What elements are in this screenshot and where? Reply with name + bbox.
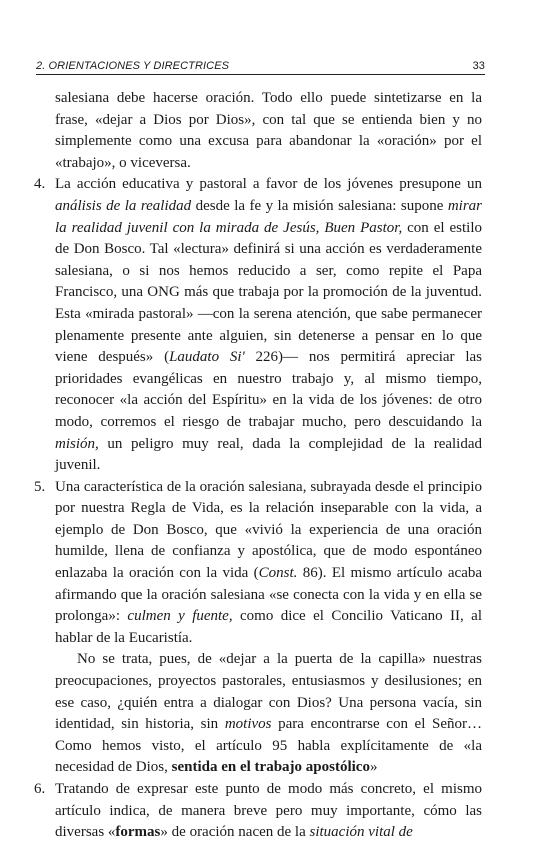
text-segment: como dice el Concilio Vaticano II, al hablar de la Eucaristía. [55,608,482,646]
text-segment: 86). El mismo artículo acaba afirmando que la oración salesiana «se conecta con la vida y en ella se prolonga»: [55,565,483,625]
text-segment: No se trata, pues, de «dejar a la puerta de la capilla» nuestras preocupaciones, proyectos pastorales, entusiasmos y desilusiones; en ese caso, ¿quién entra a dialogar con Dios? Una persona vacía, sin identidad, sin historia, sin [55,651,482,733]
text-segment: Tratando de expresar este punto de modo más concreto, el mismo artículo indica, de manera breve pero muy importante, cómo las diversas « [55,781,482,841]
emphasis: situación vital de [309,824,413,841]
citation-title: Laudato Si' [169,349,245,366]
list-item-5 [34,477,483,779]
citation-title: Const. [258,565,298,582]
paragraph-continuation [55,88,482,174]
text-segment: » de oración nacen de la [160,824,310,841]
item-text [55,174,482,476]
indented-paragraph [55,649,482,779]
bold-emphasis: sentida en el trabajo apostólico [171,759,370,776]
item-number: 4. [34,176,46,193]
text-segment: La acción educativa y pastoral a favor de los jóvenes presupone un [55,176,482,193]
text-segment: un peligro muy real, dada la complejidad de la realidad juvenil. [55,435,482,474]
list-item-4 [34,174,483,476]
item-text [55,779,482,844]
emphasis: misión, [55,435,99,452]
section-title: 2. ORIENTACIONES Y DIRECTRICES [36,60,230,72]
item-number: 6. [34,781,46,797]
emphasis: análisis de la realidad [55,197,192,214]
text-segment: salesiana debe hacerse oración. Todo ello puede sintetizarse en la frase, «dejar a Dios por Dios», con tal que se entienda bien y no simplemente como una excusa para abandonar la «oración» por el «trabajo», o viceversa. [55,90,482,171]
body-text [34,88,483,844]
emphasis: mirar la realidad juvenil con la mirada de Jesús, Buen Pastor, [55,197,482,236]
item-number: 5. [34,478,46,495]
text-segment: Una característica de la oración salesiana, subrayada desde el principio por nuestra Regla de Vida, es la relación inseparable con la vida, a ejemplo de Don Bosco, que «vivió la experiencia de una oración humilde, llena de confianza y apostólica, que de modo espontáneo enlazaba la oración con la vida ( [55,478,482,582]
text-segment: para encontrarse con el Señor… Como hemos visto, el artículo 95 habla explícitamente de «la necesidad de Dios, [55,716,482,776]
list-item-6 [34,779,482,844]
text-segment: con el estilo de Don Bosco. Tal «lectura» definirá si una acción es verdaderamente salesiana, o si nos hemos reducido a ser, como repite el Papa Francisco, una ONG más que trabaja por la promoción de la juventud. Esta «mirada pastoral» —con la serena atención, que sabe permanecer plenamente presente ante alguien, sin detenerse a pensar en lo que viene después» ( [55,219,483,366]
emphasis: culmen y fuente, [127,608,233,625]
emphasis: motivos [224,716,272,733]
bold-emphasis: formas [115,824,161,841]
text-segment: 226)— nos permitirá apreciar las prioridades evangélicas en nuestro trabajo y, al mismo tiempo, reconocer «la acción del Espíritu» en la vida de los jóvenes: de otro modo, corremos el riesgo de trabajar mucho, pero descuidando la [55,349,482,430]
item-text [55,477,482,650]
text-segment: desde la fe y la misión salesiana: supone [191,197,448,214]
page-number: 33 [472,60,485,72]
text-segment: » [369,759,378,776]
running-head [36,60,485,75]
